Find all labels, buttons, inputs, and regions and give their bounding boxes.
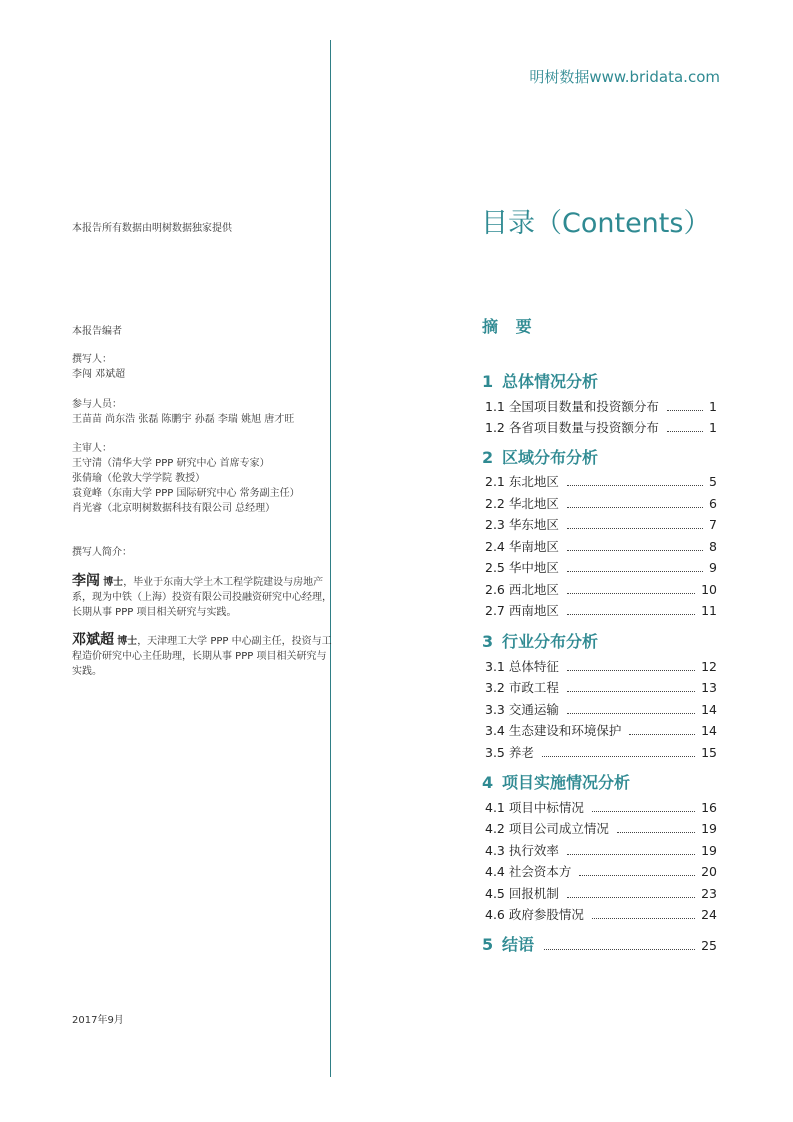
- leader-dots: [567, 853, 695, 855]
- entry-label: 1.1 全国项目数量和投资额分布: [485, 399, 659, 414]
- entry-page: 19: [701, 843, 717, 858]
- entry-page: 11: [701, 603, 717, 618]
- toc-entry[interactable]: [485, 700, 717, 718]
- entry-page: 10: [701, 582, 717, 597]
- section-title: 行业分布分析: [502, 632, 599, 651]
- entry-page: 19: [701, 821, 717, 836]
- entry-page: 16: [701, 800, 717, 815]
- bio-degree: 博士: [103, 577, 124, 588]
- toc-entry[interactable]: [485, 819, 717, 837]
- toc-entry[interactable]: [485, 721, 717, 739]
- bio-deng-binchao: [72, 633, 334, 679]
- reviewer-item: 张倩瑜（伦敦大学学院 教授）: [72, 473, 206, 484]
- entry-label: 3.4 生态建设和环境保护: [485, 723, 622, 738]
- toc-entry[interactable]: [485, 472, 717, 490]
- leader-dots: [567, 506, 703, 508]
- entry-label: 2.7 西南地区: [485, 603, 559, 618]
- leader-dots: [567, 527, 703, 529]
- writer-names: 李闯 邓斌超: [72, 369, 126, 380]
- entry-label: 4.2 项目公司成立情况: [485, 821, 609, 836]
- entry-label: 3.1 总体特征: [485, 659, 559, 674]
- toc-entry[interactable]: [485, 905, 717, 923]
- section-title: 总体情况分析: [502, 372, 599, 391]
- entry-page: 14: [701, 702, 717, 717]
- leader-dots: [567, 896, 695, 898]
- entry-label: 1.2 各省项目数量与投资额分布: [485, 420, 659, 435]
- leader-dots: [567, 549, 703, 551]
- entry-label: 4.3 执行效率: [485, 843, 559, 858]
- entry-label: 4.1 项目中标情况: [485, 800, 584, 815]
- bio-title: 撰写人简介：: [72, 547, 132, 558]
- leader-dots: [629, 733, 695, 735]
- entry-page: 7: [709, 517, 717, 532]
- entry-page: 5: [709, 474, 717, 489]
- leader-dots: [667, 409, 703, 411]
- toc-section-3[interactable]: [482, 629, 598, 652]
- toc-entry[interactable]: [485, 678, 717, 696]
- entry-page: 25: [701, 938, 717, 953]
- section-title: 项目实施情况分析: [502, 773, 631, 792]
- entry-label: 3.3 交通运输: [485, 702, 559, 717]
- entry-label: 2.4 华南地区: [485, 539, 559, 554]
- leader-dots: [592, 810, 695, 812]
- leader-dots: [617, 831, 695, 833]
- entry-page: 1: [709, 399, 717, 414]
- bio-degree: 博士: [117, 636, 138, 647]
- section-number: 2: [482, 448, 494, 467]
- writer-label: 撰写人：: [72, 354, 112, 365]
- section-title: 区域分布分析: [502, 448, 599, 467]
- entry-page: 20: [701, 864, 717, 879]
- leader-dots: [592, 917, 695, 919]
- toc-section-2[interactable]: [482, 445, 598, 468]
- entry-page: 6: [709, 496, 717, 511]
- bio-text: ，天津理工大学 PPP 中心副主任，投资与工程造价研究中心主任助理，长期从事 PPP 项目相关研究与实践。: [72, 636, 332, 677]
- section-title-text: 结语: [502, 935, 535, 954]
- entry-label: 2.6 西北地区: [485, 582, 559, 597]
- toc-section-1[interactable]: [482, 369, 598, 392]
- entry-page: 14: [701, 723, 717, 738]
- leader-dots: [667, 430, 703, 432]
- leader-dots: [567, 712, 695, 714]
- entry-page: 23: [701, 886, 717, 901]
- bio-text: ，毕业于东南大学土木工程学院建设与房地产系，现为中铁（上海）投资有限公司投融资研究中心经理，长期从事 PPP 项目相关研究与实践。: [72, 577, 332, 618]
- toc-entry[interactable]: [485, 397, 717, 415]
- entry-label: 4.6 政府参股情况: [485, 907, 584, 922]
- editors-title: 本报告编者: [72, 326, 122, 337]
- toc-abstract[interactable]: 摘 要: [482, 317, 538, 336]
- leader-dots: [567, 570, 703, 572]
- entry-label: 2.3 华东地区: [485, 517, 559, 532]
- toc-entry[interactable]: [485, 862, 717, 880]
- entry-page: 1: [709, 420, 717, 435]
- entry-label: 2.5 华中地区: [485, 560, 559, 575]
- entry-page: 15: [701, 745, 717, 760]
- leader-dots: [567, 669, 695, 671]
- toc-entry[interactable]: [485, 558, 717, 576]
- participants-names: 王苗苗 尚东浩 张磊 陈鹏宇 孙磊 李瑞 姚旭 唐才旺: [72, 414, 295, 425]
- data-provider-note: 本报告所有数据由明树数据独家提供: [72, 223, 232, 234]
- entry-page: 12: [701, 659, 717, 674]
- site-header[interactable]: 明树数据www.bridata.com: [529, 68, 720, 86]
- leader-dots: [542, 755, 695, 757]
- toc-entry[interactable]: [485, 494, 717, 512]
- leader-dots: [567, 690, 695, 692]
- entry-label: 3.2 市政工程: [485, 680, 559, 695]
- entry-label: 2.1 东北地区: [485, 474, 559, 489]
- section-number: 1: [482, 372, 494, 391]
- reviewer-item: 肖光睿（北京明树数据科技有限公司 总经理）: [72, 503, 276, 514]
- bio-name: 李闯: [72, 573, 100, 589]
- leader-dots: [579, 874, 695, 876]
- toc-section-5[interactable]: [482, 932, 717, 955]
- entry-label: 4.5 回报机制: [485, 886, 559, 901]
- section-number: 4: [482, 773, 494, 792]
- toc-entry[interactable]: [485, 798, 717, 816]
- entry-page: 9: [709, 560, 717, 575]
- toc-entry[interactable]: [485, 841, 717, 859]
- entry-page: 8: [709, 539, 717, 554]
- toc-entry[interactable]: [485, 743, 717, 761]
- section-number: 5: [482, 935, 494, 954]
- reviewer-item: 袁竟峰（东南大学 PPP 国际研究中心 常务副主任）: [72, 488, 300, 499]
- section-title: [482, 932, 534, 955]
- reviewers-label: 主审人：: [72, 443, 112, 454]
- toc-entry[interactable]: [485, 515, 717, 533]
- leader-dots: [567, 613, 695, 615]
- leader-dots: [567, 484, 703, 486]
- toc-entry[interactable]: [485, 601, 717, 619]
- leader-dots: [567, 592, 695, 594]
- report-date: 2017年9月: [72, 1015, 124, 1026]
- toc-entry[interactable]: [485, 580, 717, 598]
- entry-page: 13: [701, 680, 717, 695]
- leader-dots: [544, 948, 695, 950]
- entry-label: 3.5 养老: [485, 745, 534, 760]
- entry-label: 4.4 社会资本方: [485, 864, 572, 879]
- bio-name: 邓斌超: [72, 632, 114, 648]
- toc-entry[interactable]: [485, 537, 717, 555]
- entry-page: 24: [701, 907, 717, 922]
- toc-title: 目录（Contents）: [481, 208, 711, 239]
- reviewers-list: [72, 456, 334, 516]
- toc-entry[interactable]: [485, 884, 717, 902]
- bio-li-chuang: [72, 574, 334, 620]
- toc-entry[interactable]: [485, 418, 717, 436]
- reviewer-item: 王守清（清华大学 PPP 研究中心 首席专家）: [72, 458, 270, 469]
- toc-entry[interactable]: [485, 657, 717, 675]
- toc-section-4[interactable]: [482, 770, 630, 793]
- section-number: 3: [482, 632, 494, 651]
- participants-label: 参与人员：: [72, 399, 122, 410]
- entry-label: 2.2 华北地区: [485, 496, 559, 511]
